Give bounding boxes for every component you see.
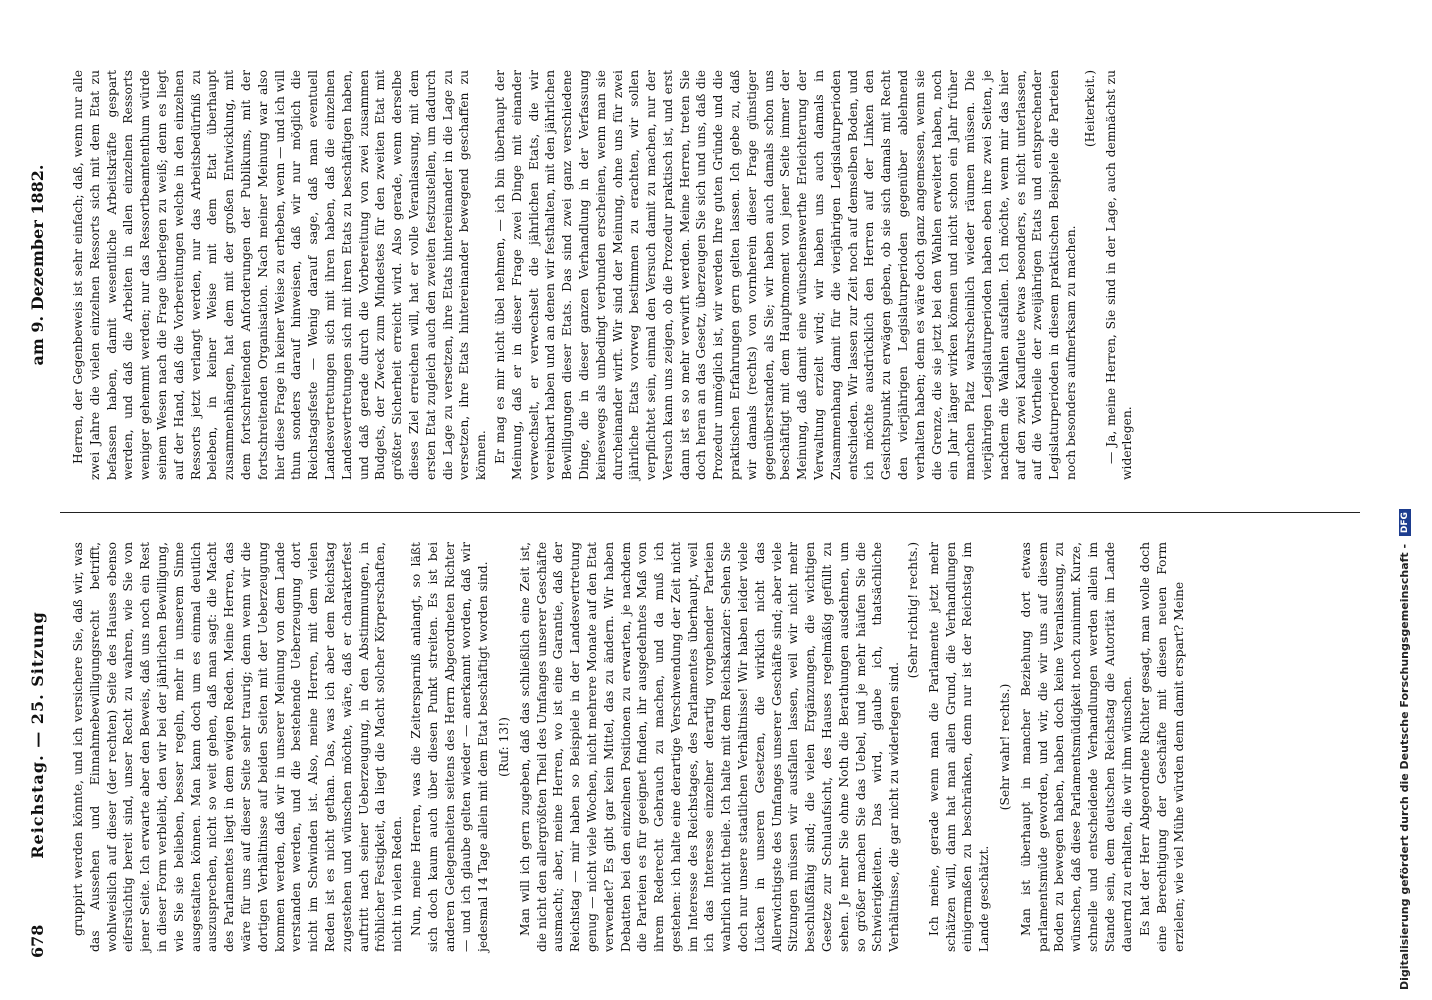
right-column bbox=[70, 70, 1138, 480]
paragraph: Herren, der Gegenbeweis ist sehr einfach; daß, wenn nur alle zwei Jahre die vielen einzelnen Ressorts sich mit dem Etat zu befassen haben, damit wesentliche Arbeitskräfte gespart werden, und daß die Arbeiten in allen einzelnen Ressorts weniger gehemmt werden; nur das Ressortbeamtenthum würde seinem Wesen nach die Frage überlegen zu weiß; denn es liegt auf der Hand, daß die Vorbereitungen welche in den einzelnen Ressorts jetzt verlangt werden, nur das Arbeitsbedürfniß zu beleben, in keiner Weise mit dem Etat überhaupt zusammenhängen, hat dem mit der großen Entwicklung, mit dem fortschreitenden Anforderungen der Publikums, mit der fortschreitenden Organisation. Nach meiner Meinung war also hier diese Frage in keiner Weise zu erheben, wenn — und ich will thun sonders darauf hinweisen, daß wir nur möglich die Reichstagsfeste — Wenig darauf sage, daß man eventuell Landesvertretungen sich mit ihren haben, daß die einzelnen Landesvertretungen sich mit ihren Etats zu beschäftigen haben, und daß gerade durch die Vorbereitung von zwei zusammen Budgets, der Zweck zum Mindestes für den zweiten Etat mit größter Sicherheit erreicht wird. Also gerade, wenn derselbe dieses Ziel erreichen will, hat er volle Veranlassung, mit dem ersten Etat zugleich auch den zweiten festzustellen, um dadurch die Lage zu versetzen, ihre Etats hintereinander in die Lage zu versetzen, ihre Etats hintereinander bewegend geschaffen zu können. bbox=[71, 70, 489, 480]
left-column bbox=[70, 542, 1190, 952]
session-date: am 9. Dezember 1882. bbox=[28, 164, 47, 366]
interjection: (Sehr richtig! rechts.) bbox=[906, 542, 921, 679]
paragraph: Er mag es mir nicht übel nehmen, — ich bin überhaupt der Meinung, daß er in dieser Frage zwei Dinge mit einander verwechselt, er verwechselt die jährlichen Etats, die wir vereinbart haben und an denen wir festhalten, mit den jährlichen Bewilligungen dieser Etats. Das sind zwei ganz verschiedene Dinge, die in dieser ganzen Verhandlung in der Verfassung keineswegs als unbedingt verbunden erscheinen, wenn man sie durcheinander wirft. Wir sind der Meinung, ohne uns für zwei jährliche Etats vorweg bestimmen zu erachten, wir sollen verpflichtet sein, einmal den Versuch damit zu machen, nur der Versuch kann uns zeigen, ob die Prozedur praktisch ist, und erst dann ist es so mehr verwirft werden. Meine Herren, treten Sie doch heran an das Gesetz, überzeugen Sie sich und uns, daß die Prozedur unmöglich ist, wir werden Ihre guten Gründe und die praktischen Erfahrungen gern gelten lassen. Ich gebe zu, daß wir damals (rechts) von vornherein dieser Frage günstiger gegenüberstanden, als Sie; wir haben auch damals schon uns beschäftigt mit dem Hauptmoment von jener Seite immer der Meinung, daß damit eine wünschenswerthe Erleichterung der Verwaltung erzielt wird; wir haben uns auch damals in Zusammenhang damit für die vierjährigen Legislaturperioden entschieden. Wir lassen zur Zeit noch auf demselben Boden, und ich möchte ausdrücklich den Herren auf der Linken den Gesichtspunkt zu erwägen geben, ob sie sich damals mit Recht den vierjährigen Legislaturperioden gegenüber ablehnend verhalten haben; denn es wäre doch ganz angemessen, wenn sie die Grenze, die sie jetzt bei den Wahlen erweitert haben, noch ein Jahr länger wirken können und nicht schon ein Jahr früher manchen Platz wahrscheinlich wieder räumen müssen. Die vierjährigen Legislaturperioden haben eben ihre zwei Seiten, je nachdem die Wahlen ausfallen. Ich möchte, wenn mir das hier auf den zwei Kaufleute etwas besonders, es nicht unterlassen, auf die Vortheile der zweijährigen Etats und entsprechender Legislaturperioden in diesem praktischen Beispiele die Parteien noch besonders aufmerksam zu machen. bbox=[492, 70, 1079, 480]
paragraph: Es hat der Herr Abgeordnete Richter gesagt, man wolle doch eine Berechtigung der Geschäfte mit diesen neuen Form erzielen; wie viel Mühe würden denn damit erspart? Meine bbox=[1138, 542, 1186, 952]
interjection: (Heiterkeit.) bbox=[1082, 70, 1097, 148]
dfg-logo: DFG bbox=[1399, 509, 1411, 536]
paragraph: Man will ich gern zugeben, daß das schließlich eine Zeit ist, die nicht den allergrößten Theil des Umfanges unserer Geschäfte ausmacht; aber, meine Herren, wo ist eine Garantie, daß der Reichstag — mir haben so Beispiele in der Landesvertretung genug — nicht viele Wochen, nicht mehrere Monate auf den Etat verwendet? Es gibt gar kein Mittel, das zu ändern. Wir haben Debatten bei den einzelnen Positionen zu erwarten, je nachdem die Parteien es für geeignet finden, ihr ausgedehntes Maß von ihrem Rederecht Gebrauch zu machen, und da muß ich gestehen: ich halte eine derartige Verschwendung der Zeit nicht im Interesse des Reichstages, des Parlamentes überhaupt, weil ich das Interesse einzelner derartig vorgehender Parteien wahrlich nicht theile. Ich halte mit dem Reichskanzler: Sehen Sie doch nur unsere staatlichen Verhältnisse! Wir haben leider viele Lücken in unseren Gesetzen, die wirklich nicht das Allerwichtigste des Umfanges unserer Geschäfte sind; aber viele Sitzungen müssen wir ausfallen lassen, weil wir nicht mehr beschlußfähig sind; die vielen Ergänzungen, die wichtigen Gesetze zur Schulaufsicht, des Hauses regelmäßig gefüllt zu sehen. Je mehr Sie ohne Noth die Berathungen ausdehnen, um so größer machen Sie das Uebel, und je mehr häufen Sie die Schwierigkeiten. Das wird, glaube ich, thatsächliche Verhältnisse, die gar nicht zu widerlegen sind. bbox=[517, 542, 902, 952]
paragraph: Nun, meine Herren, was die Zeitersparniß anlangt, so läßt sich doch kaum auch über diesen Punkt streiten. Es ist bei anderen Gelegenheiten seitens des Herrn Abgeordneten Richter — und ich glaube gelten wieder — anerkannt worden, daß wir jedesmal 14 Tage allein mit dem Etat beschäftigt worden sind. bbox=[408, 542, 491, 952]
page-header bbox=[28, 30, 54, 970]
paragraph: — Ja, meine Herren, Sie sind in der Lage, auch demnächst zu widerlegen. bbox=[1103, 70, 1135, 480]
column-divider bbox=[60, 512, 1360, 513]
interjection: (Ruf: 13!) bbox=[496, 717, 511, 777]
paragraph: gruppirt werden könnte, und ich versichere Sie, daß wir, was das Aussehen und Einnahmebewilligungsrecht betrifft, wohlweislich auf dieser (der rechten) Seite des Hauses ebenso eifersüchtig bereit sind, unser Recht zu wahren, wie Sie von jener Seite. Ich erwarte aber den Beweis, daß uns noch ein Rest in dieser Form verbleibt, den wir bei der jährlichen Bewilligung, wie Sie sie belieben, besser regeln, mehr in unserem Sinne ausgestalten können. Man kann doch um es einmal deutlich auszusprechen, nicht so weit gehen, daß man sagt: die Macht des Parlamentes liegt in dem ewigen Reden. Meine Herren, das wäre für uns auf dieser Seite sehr traurig; denn wenn wir die dortigen Verhältnisse auf beiden Seiten mit der Ueberzeugung kommen werden, daß wir in unserer Meinung von dem Lande verstanden werden, und die bestehende Ueberzeugung dort nicht im Schwinden ist. Also, meine Herren, mit dem vielen Reden ist es nicht gethan. Das, was ich aber dem Reichstag zugestehen und wünschen möchte, wäre, daß er charakterfest auftritt nach seiner Ueberzeugung, in den Abstimmungen, in fröhlicher Festigkeit, da liegt die Macht solcher Körperschaften, nicht in vielen Reden. bbox=[71, 542, 405, 952]
interjection: (Sehr wahr! rechts.) bbox=[998, 683, 1013, 811]
paragraph: Ich meine, gerade wenn man die Parlamente jetzt mehr schätzen will, dann hat man allen Grund, die Verhandlungen einigermaßen zu beschränken, denn nur ist der Reichstag im Lande geschätzt. bbox=[926, 542, 992, 952]
page-number: 678 bbox=[28, 924, 47, 958]
running-title: Reichstag. — 25. Sitzung bbox=[28, 611, 47, 859]
paragraph: Man ist überhaupt in mancher Beziehung dort etwas parlamentsmüde geworden, und wir, die wir uns auf diesem Boden zu bewegen haben, haben doch keine Veranlassung, zu wünschen, daß diese Parlamentsmüdigkeit noch zunimmt. Kurze, schnelle und entscheidende Verhandlungen werden allein im Stande sein, dem deutschen Reichstag die Autorität im Lande dauernd zu erhalten, die wir ihm wünschen. bbox=[1018, 542, 1134, 952]
credit-text: Digitalisierung gefördert durch die Deutsche Forschungsgemeinschaft - bbox=[1398, 543, 1411, 990]
digitization-credit bbox=[1398, 0, 1411, 990]
